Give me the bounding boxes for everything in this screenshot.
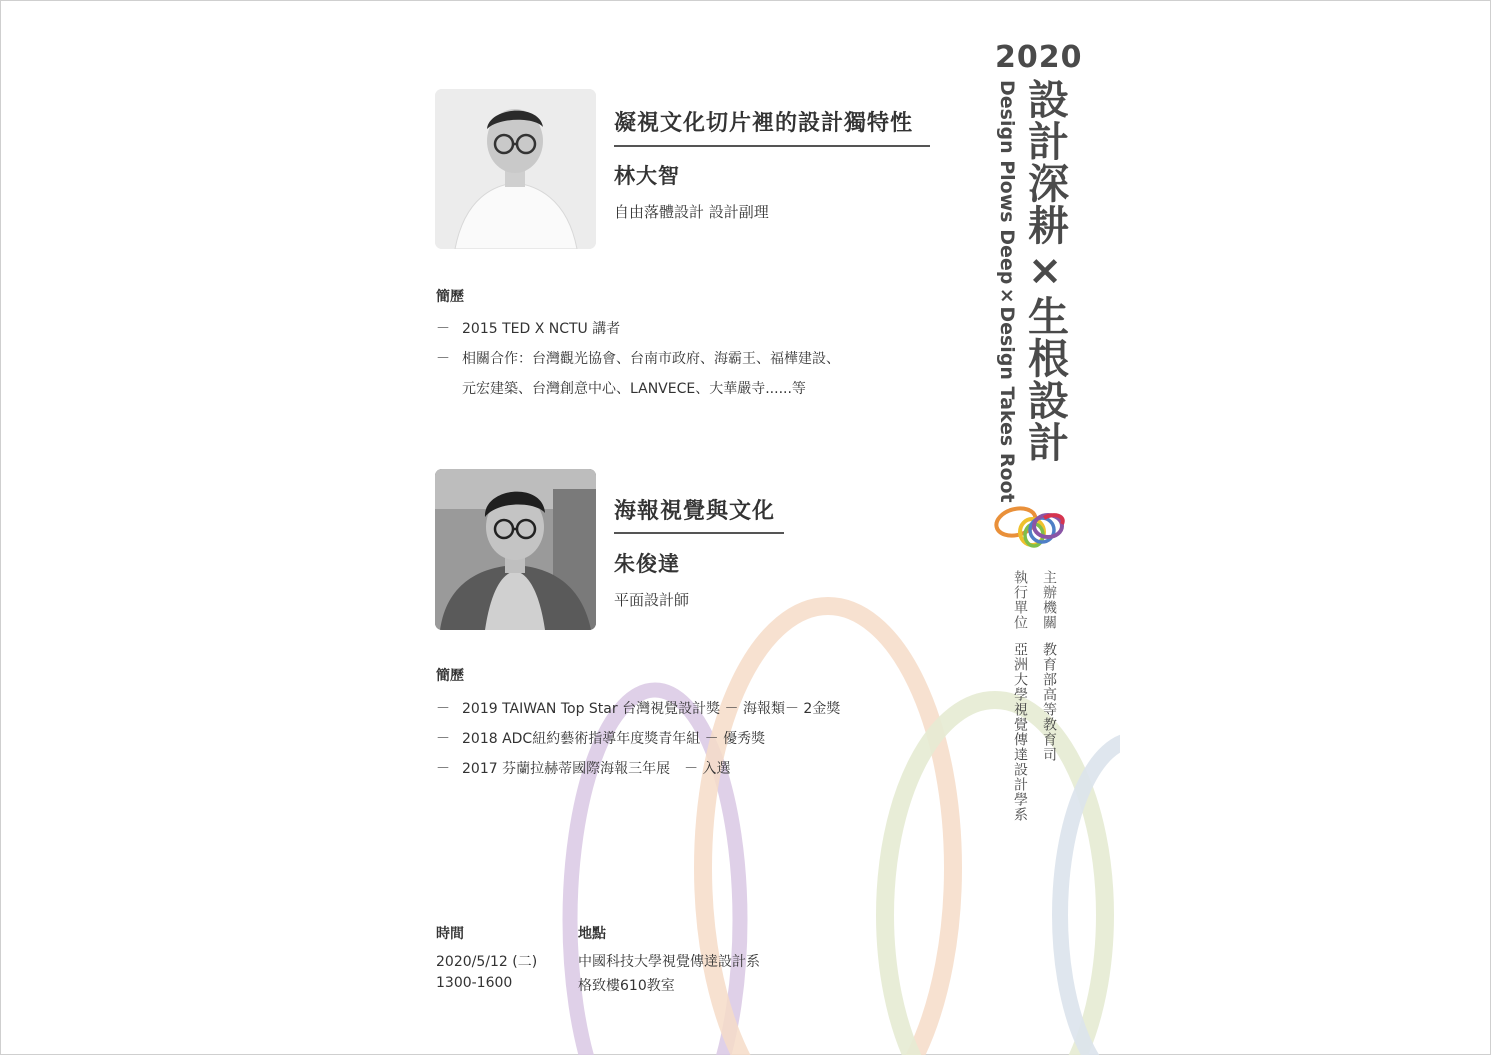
- speaker-photo: [435, 469, 596, 630]
- host-label: 主辦機關: [1041, 570, 1057, 630]
- bio-heading: 簡歷: [436, 668, 464, 684]
- bullet-dash: －: [436, 701, 450, 717]
- event-room: 格致樓610教室: [578, 978, 675, 994]
- bio-item: － 2017 芬蘭拉赫蒂國際海報三年展 － 入選: [436, 758, 731, 778]
- speaker-name: 林大智: [614, 164, 680, 188]
- bio-item: － 2018 ADC紐約藝術指導年度獎青年組 － 優秀獎: [436, 728, 765, 748]
- bio-item: － 2015 TED X NCTU 講者: [436, 318, 620, 338]
- exec-label: 執行單位: [1012, 570, 1028, 630]
- bio-item: － 相關合作：台灣觀光協會、台南市政府、海霸王、福樺建設、: [436, 348, 840, 368]
- title-divider: [614, 532, 784, 534]
- talk-title: 海報視覺與文化: [614, 499, 776, 524]
- host-name: 教育部高等教育司: [1041, 642, 1057, 762]
- title-divider: [614, 145, 930, 147]
- event-venue: 中國科技大學視覺傳達設計系: [578, 954, 760, 970]
- place-label: 地點: [578, 926, 606, 942]
- time-label: 時間: [436, 926, 464, 942]
- event-date: 2020/5/12 (二): [436, 954, 538, 970]
- bio-item-continuation: 元宏建築、台灣創意中心、LANVECE、大華嚴寺......等: [462, 381, 806, 397]
- speaker-role: 自由落體設計 設計副理: [614, 203, 769, 221]
- poster-title: 設計深耕×生根設計: [1021, 78, 1069, 463]
- poster-subtitle: Design Plows Deep×Design Takes Root: [996, 80, 1018, 503]
- ministry-logo-icon: [992, 502, 1068, 552]
- speaker-portrait-icon: [435, 469, 596, 630]
- speaker-photo: [435, 89, 596, 249]
- event-hours: 1300-1600: [436, 975, 513, 991]
- bio-item: － 2019 TAIWAN Top Star 台灣視覺設計獎 － 海報類－ 2金獎: [436, 698, 840, 718]
- bullet-dash: －: [436, 351, 450, 367]
- bullet-dash: －: [436, 731, 450, 747]
- bullet-dash: －: [436, 761, 450, 777]
- speaker-role: 平面設計師: [614, 591, 690, 609]
- poster-year: 2020: [995, 40, 1083, 75]
- exec-name: 亞洲大學視覺傳達設計學系: [1012, 642, 1028, 822]
- bio-heading: 簡歷: [436, 289, 464, 305]
- speaker-name: 朱俊達: [614, 552, 680, 576]
- bullet-dash: －: [436, 321, 450, 337]
- talk-title: 凝視文化切片裡的設計獨特性: [614, 111, 914, 136]
- speaker-portrait-icon: [435, 89, 596, 249]
